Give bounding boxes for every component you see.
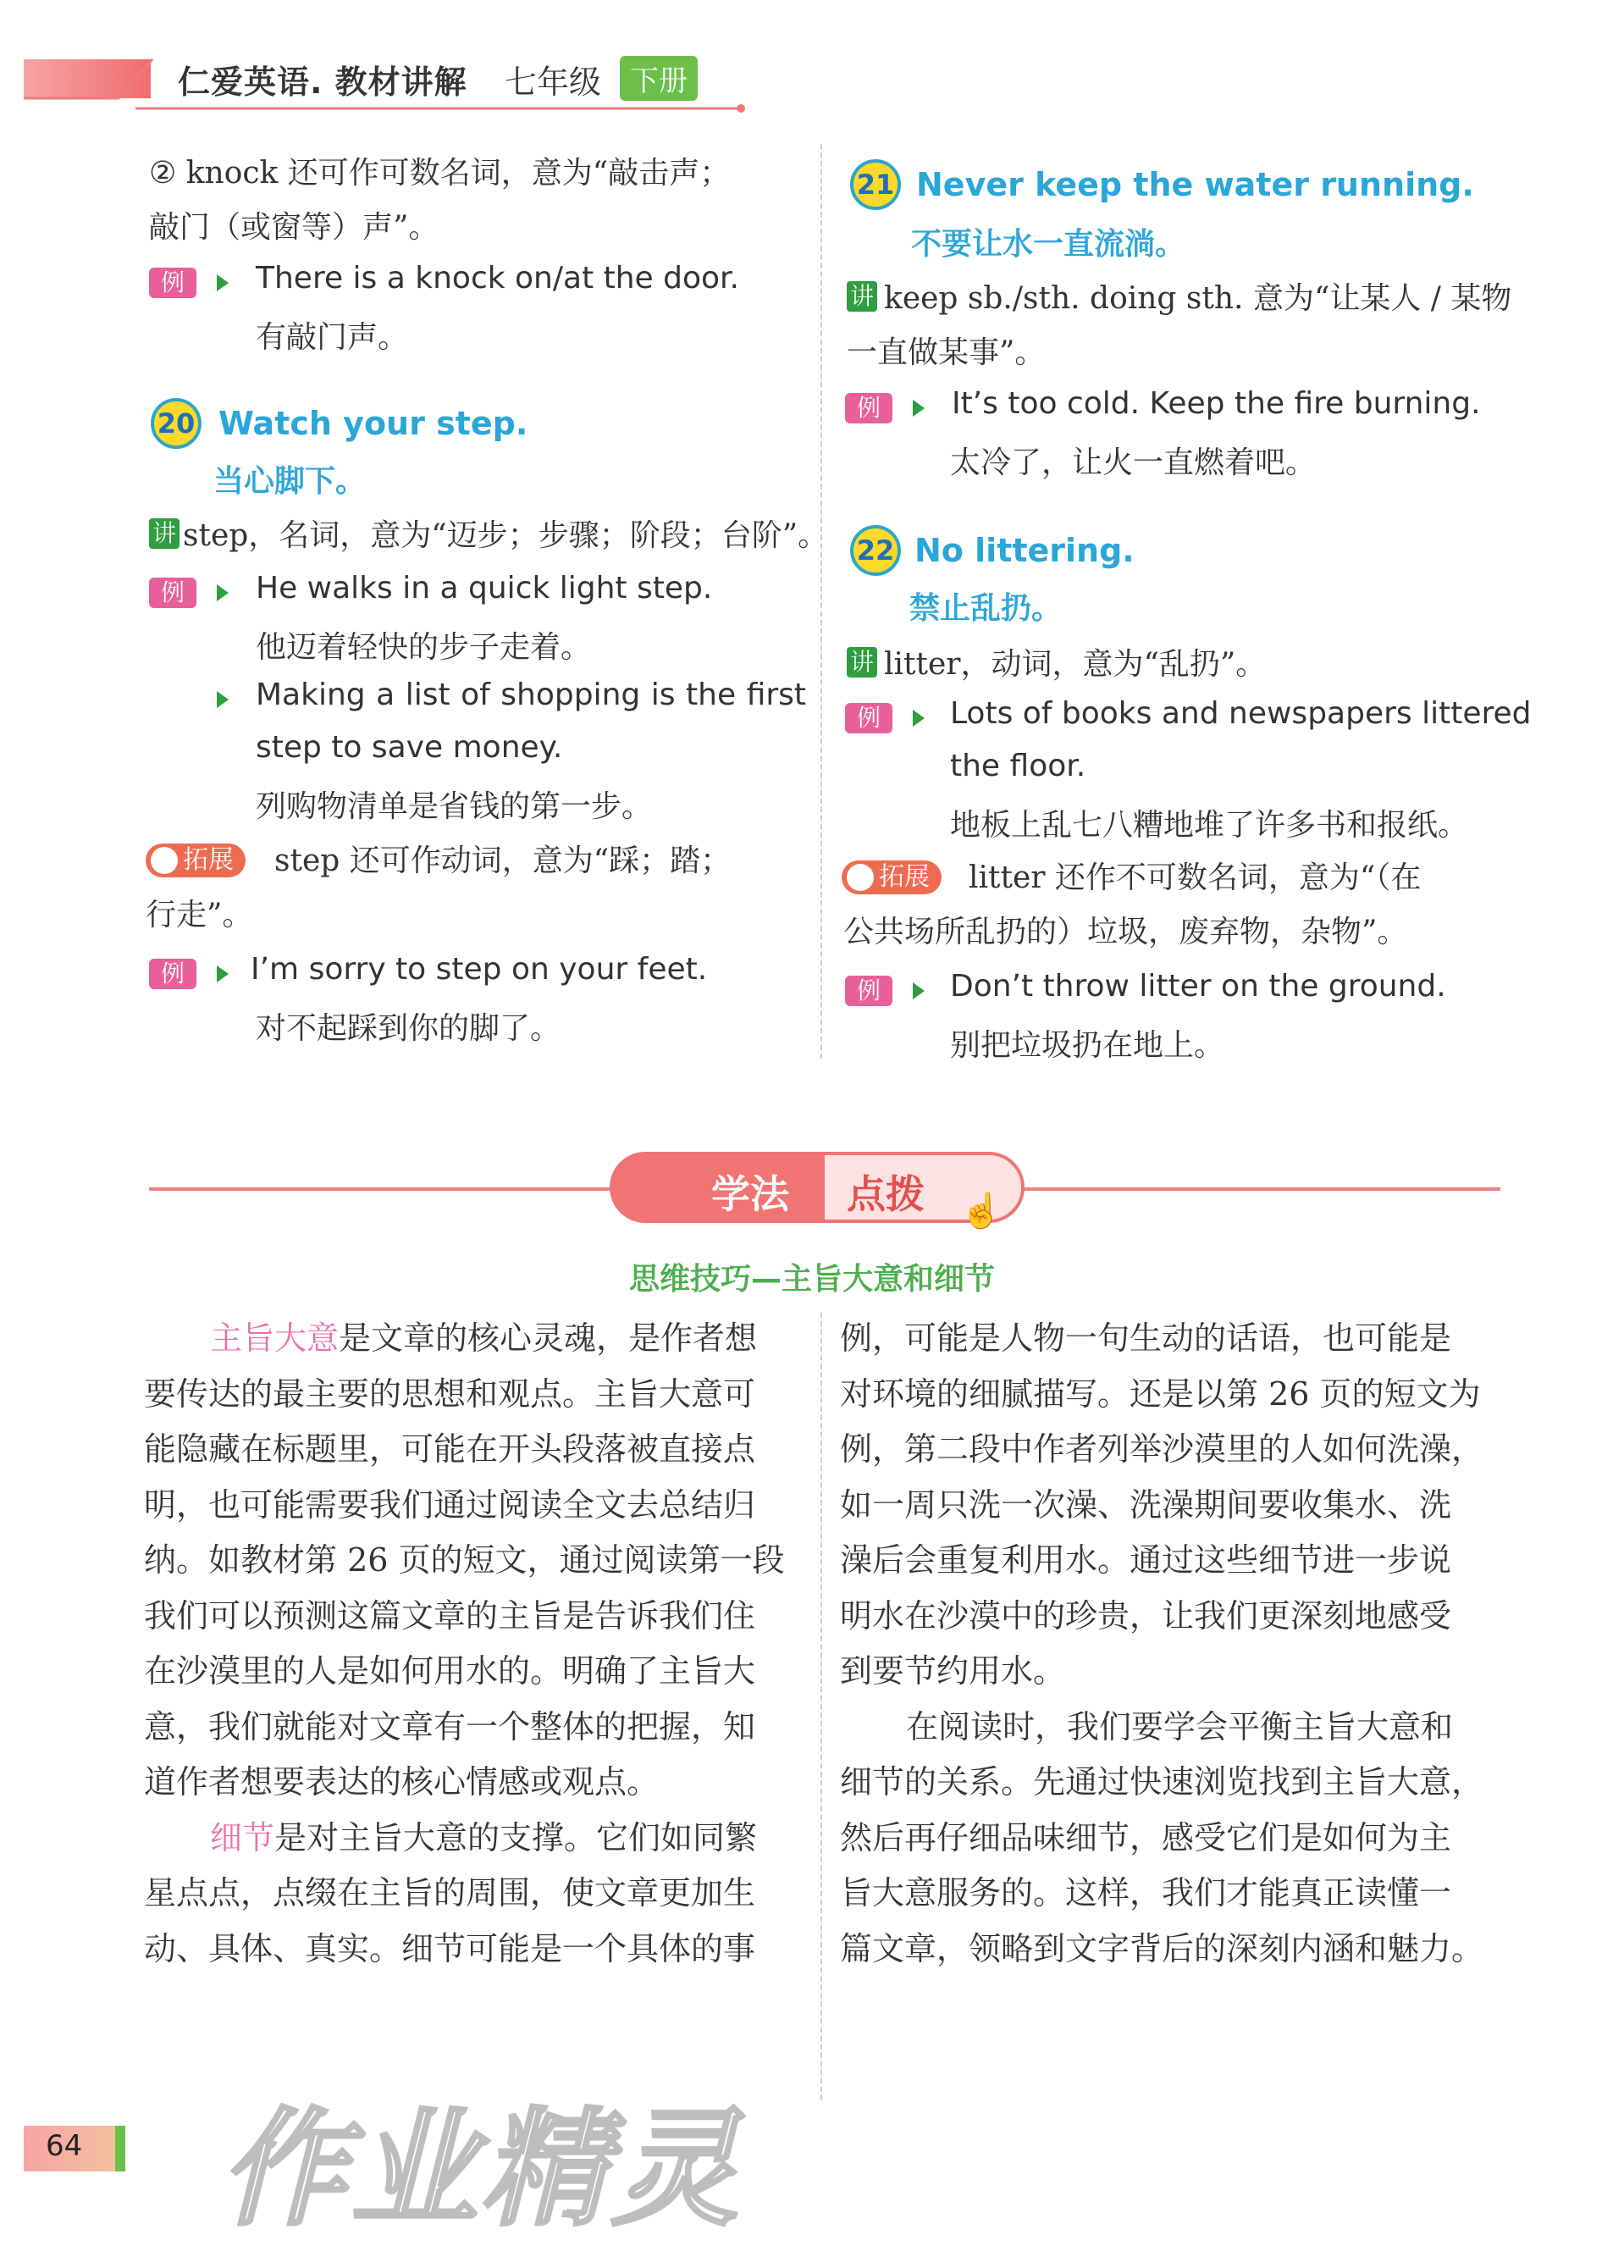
example-sentence-cn: 别把垃圾扔在地上。: [950, 1028, 1225, 1063]
example-tag: 例: [845, 393, 892, 423]
article-line: 到要节约用水。: [840, 1652, 1066, 1690]
example-arrow-icon: [913, 400, 925, 417]
article-line: [210, 1311, 804, 1366]
example-sentence-en: Making a list of shopping is the first: [256, 678, 806, 712]
article-line: 明水在沙漠中的珍贵，让我们更深刻地感受: [840, 1596, 1452, 1635]
page-number: 64: [46, 2129, 83, 2163]
example-sentence-cn: 有敲门声。: [256, 320, 409, 355]
example-sentence-cn: 对不起踩到你的脚了。: [256, 1011, 561, 1046]
banner-right-text: 点拨: [847, 1171, 925, 1217]
extension-text: 公共场所乱扔的）垃圾，废弃物，杂物”。: [843, 915, 1408, 949]
article-text: 动、具体、真实。细节可能是一个具体的事: [144, 1929, 756, 1967]
page-number-tab-accent: [115, 2126, 125, 2171]
article-text: 纳。如教材第 26 页的短文，通过阅读第一段: [144, 1541, 785, 1579]
article-text: 我们可以预测这篇文章的主旨是告诉我们住: [144, 1596, 756, 1635]
example-tag: 例: [149, 959, 196, 989]
article-line: [144, 1922, 804, 1977]
explain-text: litter，动词，意为“乱扔”。: [884, 647, 1267, 682]
article-keyword: 细节: [210, 1818, 275, 1856]
example-tag: 例: [845, 976, 892, 1006]
example-sentence-en: step to save money.: [256, 730, 563, 765]
example-arrow-icon: [217, 965, 229, 982]
pointer-hand-icon: ☝: [960, 1192, 1003, 1231]
explain-text: step，名词，意为“迈步；步骤；阶段；台阶”。: [183, 518, 829, 553]
extension-tag: [842, 860, 942, 894]
example-tag: 例: [149, 578, 196, 608]
key-sentence-en: No littering.: [914, 532, 1135, 569]
article-line: 例，可能是人物一句生动的话语，也可能是: [840, 1319, 1452, 1357]
example-sentence-cn: 他迈着轻快的步子走着。: [256, 630, 592, 665]
article-text: 意，我们就能对文章有一个整体的把握，知: [144, 1707, 756, 1745]
article-line: [144, 1367, 804, 1422]
explain-tag: 讲: [847, 281, 877, 312]
article-line: 如一周只洗一次澡、洗澡期间要收集水、洗: [840, 1485, 1452, 1524]
example-sentence-cn: 列购物清单是省钱的第一步。: [256, 789, 653, 824]
example-sentence-cn: 太冷了，让火一直燃着吧。: [950, 445, 1317, 480]
extension-tag: [146, 844, 246, 877]
example-arrow-icon: [217, 274, 229, 291]
article-keyword: 主旨大意: [210, 1319, 340, 1357]
article-text: 要传达的最主要的思想和观点。主旨大意可: [144, 1375, 756, 1413]
key-sentence-en: Watch your step.: [218, 405, 528, 442]
sentence-number-badge: 20: [151, 398, 202, 449]
key-sentence-cn: 当心脚下。: [213, 464, 367, 499]
example-sentence-cn: 地板上乱七八糟地堆了许多书和报纸。: [950, 808, 1469, 843]
key-sentence-cn: 禁止乱扔。: [909, 591, 1063, 626]
example-arrow-icon: [913, 982, 925, 999]
article-text: 明，也可能需要我们通过阅读全文去总结归: [144, 1485, 756, 1524]
example-sentence-en: Lots of books and newspapers littered: [950, 696, 1532, 731]
article-line: [210, 1811, 804, 1866]
article-line: [144, 1533, 804, 1588]
section-banner: [610, 1152, 1033, 1231]
article-line: 然后再仔细品味细节，感受它们是如何为主: [840, 1818, 1452, 1856]
sentence-number-badge: 22: [850, 525, 901, 576]
article-line: [144, 1478, 804, 1533]
column-divider-top: [820, 144, 822, 1059]
extension-icon: [151, 847, 178, 874]
article-text: 是对主旨大意的支撑。它们如同繁: [274, 1818, 758, 1856]
section-subtitle: 思维技巧—主旨大意和细节: [628, 1262, 995, 1297]
example-arrow-icon: [217, 691, 229, 708]
article-text: 能隐藏在标题里，可能在开头段落被直接点: [144, 1430, 756, 1468]
example-tag: 例: [845, 703, 892, 733]
article-line: 在阅读时，我们要学会平衡主旨大意和: [906, 1707, 1454, 1745]
article-line: 澡后会重复利用水。通过这些细节进一步说: [840, 1541, 1452, 1579]
example-sentence-en: It’s too cold. Keep the fire burning.: [952, 386, 1481, 421]
header-title: 仁爱英语. 教材讲解: [178, 64, 467, 101]
example-sentence-en: I’m sorry to step on your feet.: [251, 952, 708, 987]
article-text: 道作者想要表达的核心情感或观点。: [144, 1763, 660, 1801]
article-text: 星点点，点缀在主旨的周围，使文章更加生: [144, 1874, 756, 1911]
knock-note-line1: ② knock 还可作可数名词，意为“敲击声；: [149, 156, 731, 191]
key-sentence-cn: 不要让水一直流淌。: [911, 227, 1186, 262]
extension-text: step 还可作动词，意为“踩；踏；: [274, 844, 732, 878]
article-line: [144, 1589, 804, 1644]
article-line: 对环境的细腻描写。还是以第 26 页的短文为: [840, 1375, 1481, 1413]
article-line: [144, 1866, 804, 1921]
key-sentence-en: Never keep the water running.: [916, 166, 1474, 203]
article-line: 旨大意服务的。这样，我们才能真正读懂一: [840, 1874, 1452, 1911]
column-divider-bottom: [820, 1313, 822, 2100]
example-arrow-icon: [913, 710, 925, 727]
article-line: 细节的关系。先通过快速浏览找到主旨大意，: [840, 1763, 1484, 1801]
extension-text: 行走”。: [146, 898, 253, 932]
article-line: [144, 1755, 804, 1810]
example-sentence-en: Don’t throw litter on the ground.: [950, 969, 1446, 1004]
article-line: 篇文章，领略到文字背后的深刻内涵和魅力。: [840, 1929, 1484, 1967]
header-grade: 七年级: [505, 64, 602, 101]
extension-icon: [847, 864, 874, 891]
article-line: [144, 1422, 804, 1477]
explain-tag: 讲: [149, 518, 180, 549]
extension-text: litter 还作不可数名词，意为“（在: [969, 860, 1422, 895]
sentence-number-badge: 21: [850, 159, 901, 210]
banner-left-text: 学法: [711, 1171, 789, 1217]
article-line: [144, 1644, 804, 1699]
explain-text: 一直做某事”。: [847, 335, 1046, 370]
knock-note-line2: 敲门（或窗等）声”。: [149, 210, 439, 245]
article-text: 在沙漠里的人是如何用水的。明确了主旨大: [144, 1652, 756, 1690]
example-sentence-en: He walks in a quick light step.: [256, 571, 713, 606]
example-tag: 例: [149, 268, 196, 298]
header-volume-badge: 下册: [620, 56, 698, 101]
example-arrow-icon: [217, 584, 229, 601]
watermark-logo: 作业精灵: [220, 2096, 743, 2243]
example-sentence-en: the floor.: [950, 749, 1086, 783]
extension-label: 拓展: [183, 845, 234, 875]
explain-tag: 讲: [847, 647, 877, 678]
explain-text: keep sb./sth. doing sth. 意为“让某人 / 某物: [884, 281, 1512, 316]
article-line: [144, 1700, 804, 1755]
article-line: 例，第二段中作者列举沙漠里的人如何洗澡，: [840, 1430, 1484, 1468]
example-sentence-en: There is a knock on/at the door.: [256, 261, 739, 296]
article-text: 是文章的核心灵魂，是作者想: [339, 1319, 758, 1357]
extension-label: 拓展: [879, 862, 930, 892]
